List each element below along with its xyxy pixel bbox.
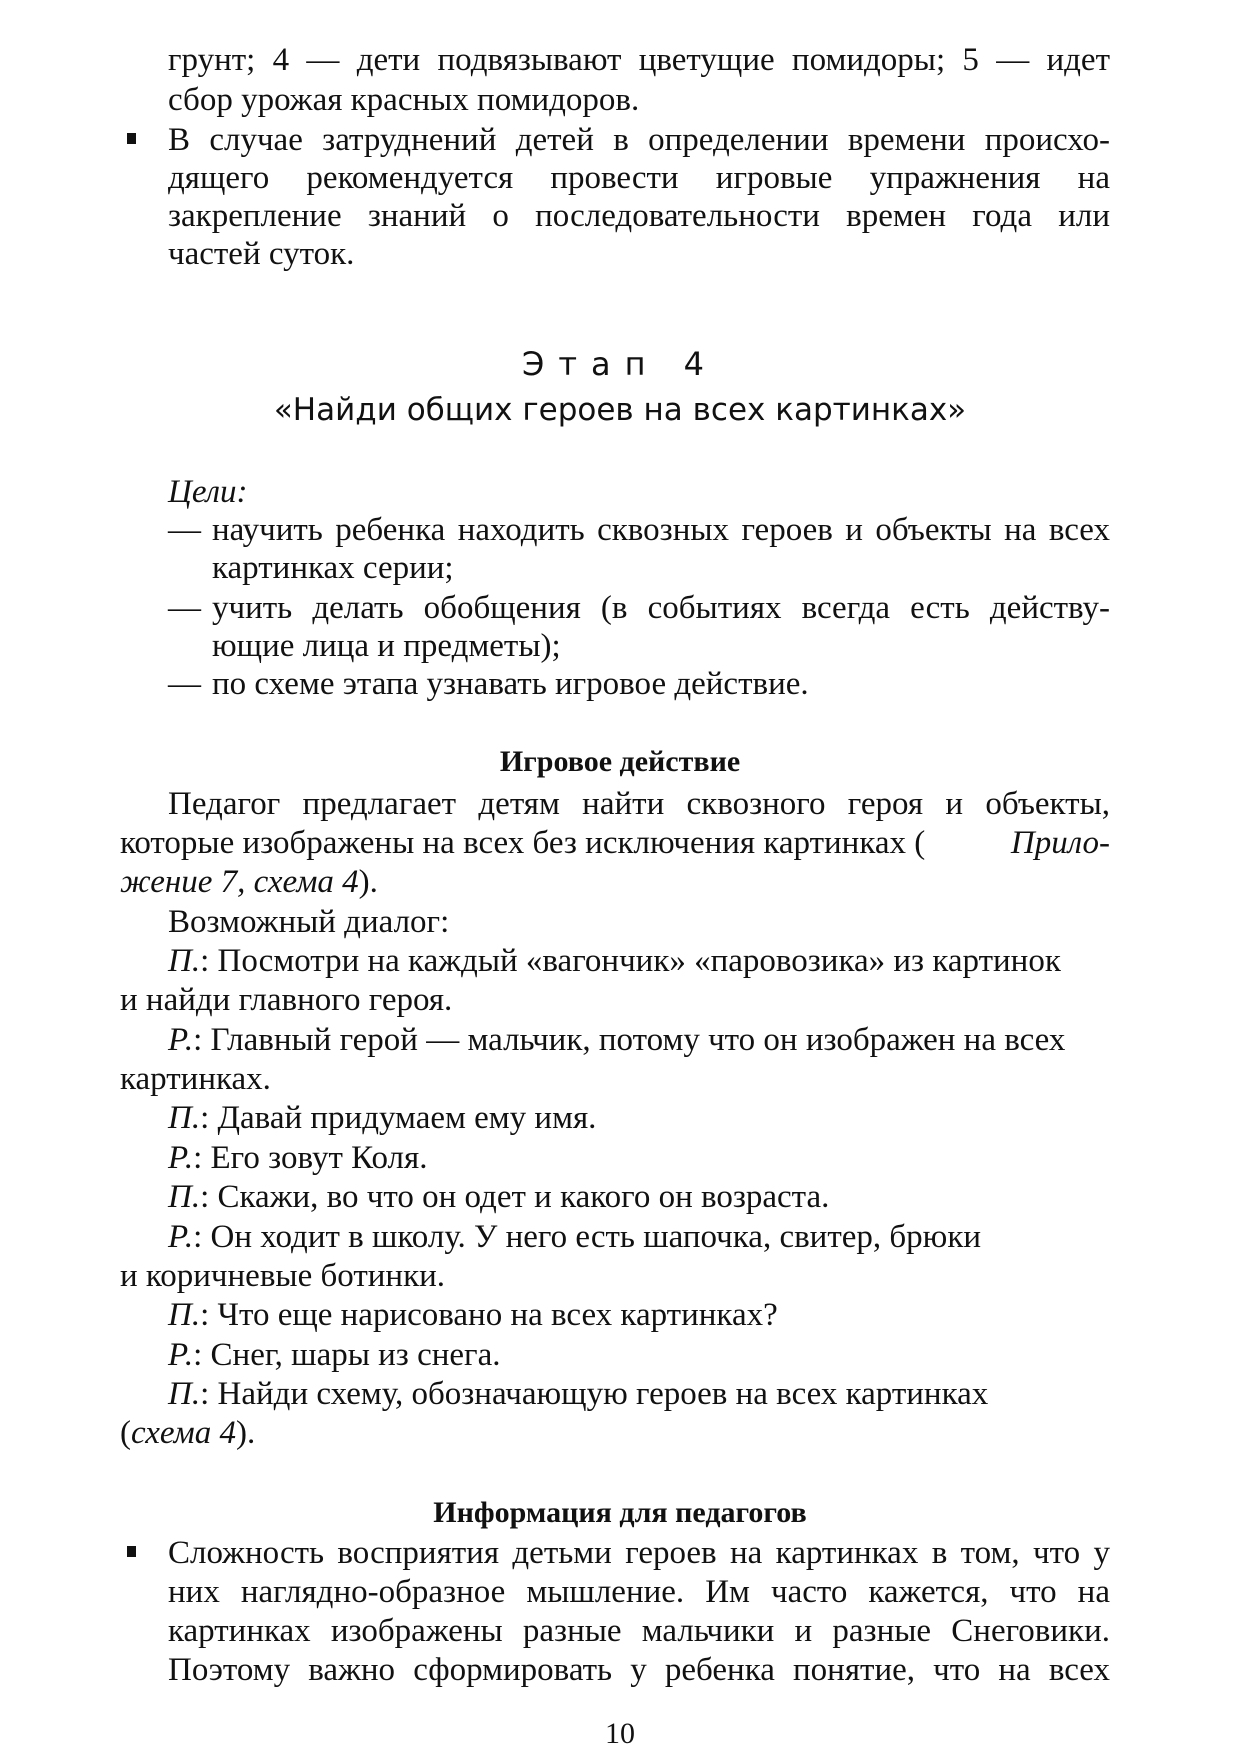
intro-line-3 [120, 862, 378, 902]
goal-dash-1: — [168, 512, 201, 548]
goal-1-line-2: картинках серии; [212, 550, 454, 586]
speaker-p: П. [168, 1376, 201, 1412]
dialog-text: : Скажи, во что он одет и какого он возраста. [200, 1179, 830, 1215]
stage-title: Этап 4 [521, 345, 719, 383]
dialog-line-4 [168, 1138, 427, 1178]
goal-2-line-1: учить делать обобщения (в событиях всегда есть действу- [212, 590, 1110, 626]
dialog-text: : Найди схему, обозначающую героев на всех картинках [200, 1376, 989, 1412]
speaker-r: Р. [168, 1022, 194, 1058]
goals-label: Цели: [168, 474, 248, 510]
bullet1-line-1: В случае затруднений детей в определении времени происхо- [168, 122, 1110, 158]
intro-line-1: Педагог предлагает детям найти сквозного героя и объекты, [168, 786, 1110, 822]
goal-dash-3: — [168, 666, 201, 702]
dialog-line-1 [168, 941, 1110, 981]
intro-line-2-text: которые изображены на всех без исключения картинках ( [120, 825, 926, 861]
paren-open: ( [120, 1415, 131, 1451]
dialog-text: : Он ходит в школу. У него есть шапочка, свитер, брюки [193, 1219, 982, 1255]
info-line-2: них наглядно-образное мышление. Им часто кажется, что на [168, 1574, 1110, 1610]
speaker-r: Р. [168, 1219, 194, 1255]
dialog-line-6 [168, 1217, 1110, 1257]
dialog-line-3 [168, 1098, 596, 1138]
dialog-line-9-cont [120, 1413, 255, 1453]
speaker-r: Р. [168, 1337, 194, 1373]
dialog-label: Возможный диалог: [168, 904, 450, 940]
goal-1-line-1: научить ребенка находить сквозных героев и объекты на всех [212, 512, 1110, 548]
top-line-2: сбор урожая красных помидоров. [168, 82, 640, 118]
speaker-p: П. [168, 1100, 201, 1136]
info-line-1: Сложность восприятия детьми героев на картинках в том, что у [168, 1535, 1110, 1571]
dialog-text: : Давай придумаем ему имя. [200, 1100, 597, 1136]
page-number: 10 [605, 1717, 635, 1750]
dialog-line-2 [168, 1020, 1110, 1060]
speaker-p: П. [168, 1297, 201, 1333]
goal-3-line-1: по схеме этапа узнавать игровое действие. [212, 666, 809, 702]
dialog-line-7 [168, 1295, 778, 1335]
dialog-line-2-cont: картинках. [120, 1061, 271, 1097]
intro-line-3-text: ). [358, 864, 378, 900]
info-heading: Информация для педагогов [433, 1496, 807, 1529]
bullet1-line-4: частей суток. [168, 236, 355, 272]
speaker-p: П. [168, 943, 201, 979]
dialog-text: : Главный герой — мальчик, потому что он изображен на всех [193, 1022, 1066, 1058]
dialog-line-1-cont: и найди главного героя. [120, 982, 453, 1018]
info-line-4: Поэтому важно сформировать у ребенка понятие, что на всех [168, 1652, 1110, 1688]
bullet-marker-2 [127, 1546, 136, 1557]
speaker-p: П. [168, 1179, 201, 1215]
dialog-line-8 [168, 1335, 500, 1375]
paren-close: ). [236, 1415, 256, 1451]
dialog-text: : Что еще нарисовано на всех картинках? [200, 1297, 778, 1333]
top-line-1: грунт; 4 — дети подвязывают цветущие помидоры; 5 — идет [168, 42, 1110, 78]
dialog-text: : Снег, шары из снега. [193, 1337, 501, 1373]
game-action-heading: Игровое действие [499, 745, 741, 778]
dialog-text: : Посмотри на каждый «вагончик» «паровозика» из картинок [200, 943, 1061, 979]
goal-2-line-2: ющие лица и предметы); [212, 628, 561, 664]
intro-line-3-italic: жение 7, схема 4 [120, 864, 359, 900]
intro-line-2-italic: Прило- [1010, 825, 1110, 861]
stage-subtitle: «Найди общих героев на всех картинках» [273, 392, 967, 428]
intro-line-2 [120, 823, 1110, 863]
info-line-3: картинках изображены разные мальчики и разные Снеговики. [168, 1613, 1110, 1649]
dialog-line-5 [168, 1177, 829, 1217]
scheme-ref: схема 4 [131, 1415, 236, 1451]
dialog-line-9 [168, 1374, 1110, 1414]
dialog-line-6-cont: и коричневые ботинки. [120, 1258, 446, 1294]
dialog-text: : Его зовут Коля. [193, 1140, 428, 1176]
goal-dash-2: — [168, 590, 201, 626]
bullet1-line-2: дящего рекомендуется провести игровые упражнения на [168, 160, 1110, 196]
speaker-r: Р. [168, 1140, 194, 1176]
bullet-marker-1 [127, 133, 136, 144]
bullet1-line-3: закрепление знаний о последовательности времен года или [168, 198, 1110, 234]
